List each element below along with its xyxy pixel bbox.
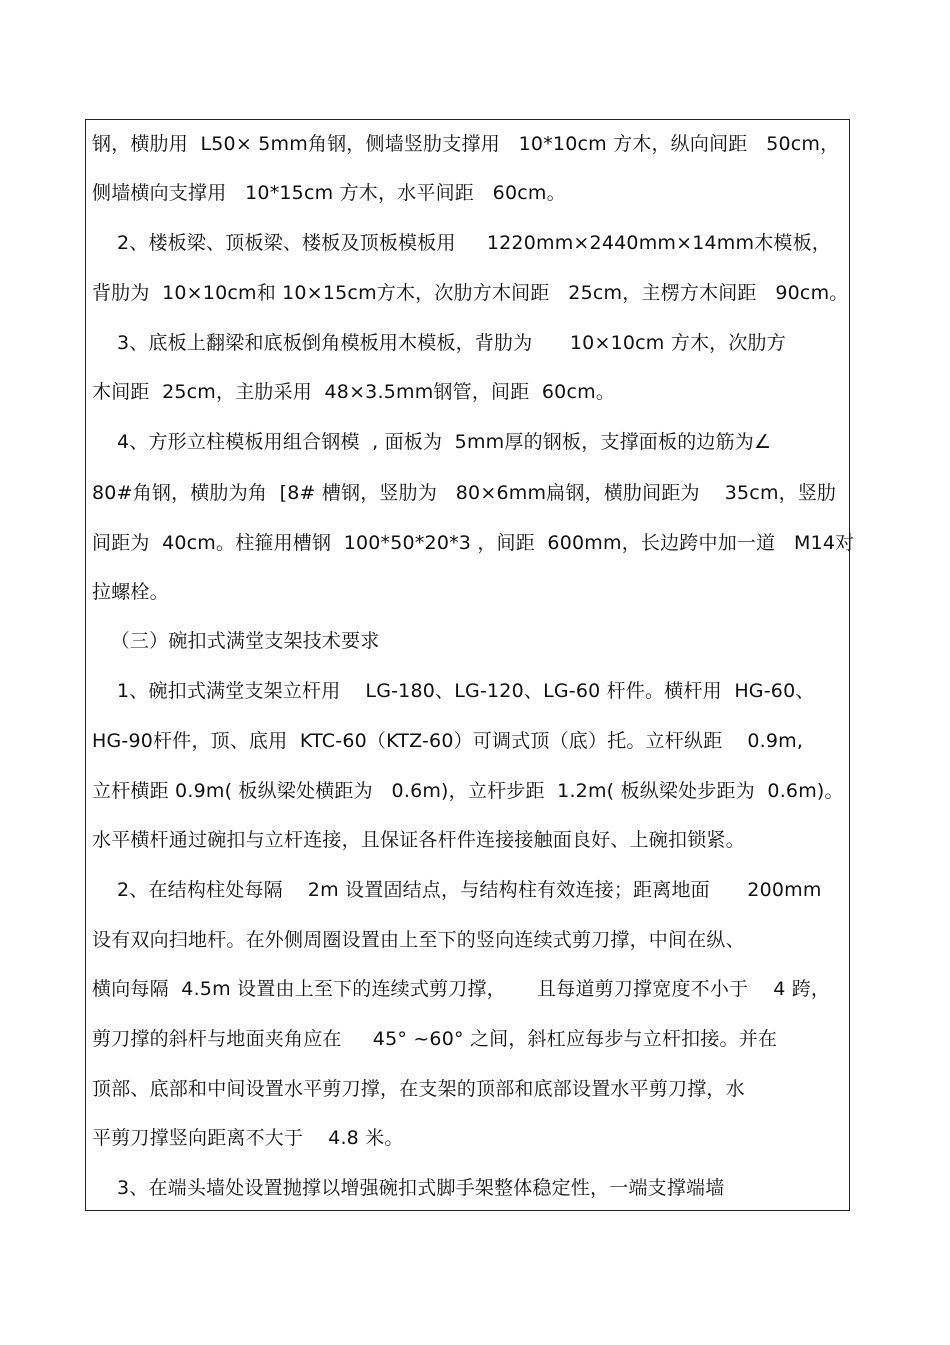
text-line: 3、底板上翻梁和底板倒角模板用木模板，背肋为 10×10cm 方木，次肋方 [92,332,786,354]
text-line: 横向每隔 4.5m 设置由上至下的连续式剪刀撑， 且每道剪刀撑宽度不小于 4 跨， [92,978,831,1000]
text-line: 3、在端头墙处设置抛撑以增强碗扣式脚手架整体稳定性，一端支撑端墙 [92,1177,725,1199]
text-line: 剪刀撑的斜杆与地面夹角应在 45° ~60° 之间，斜杠应每步与立杆扣接。并在 [92,1028,778,1050]
text-line: 顶部、底部和中间设置水平剪刀撑，在支架的顶部和底部设置水平剪刀撑，水 [92,1078,745,1100]
text-line: HG-90杆件，顶、底用 KTC-60（KTZ-60）可调式顶（底）托。立杆纵距 0.9m, [92,730,804,752]
text-line: 4、方形立柱模板用组合钢模 , 面板为 5mm厚的钢板，支撑面板的边筋为∠ [92,431,772,453]
text-line: 平剪刀撑竖向距离不大于 4.8 米。 [92,1127,404,1149]
text-line: 侧墙横向支撑用 10*15cm 方木，水平间距 60cm。 [92,182,566,204]
text-line: 立杆横距 0.9m( 板纵梁处横距为 0.6m)，立杆步距 1.2m( 板纵梁处步距为 0.6m)。 [92,780,844,802]
text-line: 2、在结构柱处每隔 2m 设置固结点，与结构柱有效连接；距离地面 200mm [92,879,822,901]
text-line: 2、楼板梁、顶板梁、楼板及顶板模板用 1220mm×2440mm×14mm木模板， [92,232,832,254]
text-line: 80#角钢，横肋为角 [8# 槽钢，竖肋为 80×6mm扁钢，横肋间距为 35cm，竖肋 [92,482,837,504]
section-heading: （三）碗扣式满堂支架技术要求 [92,630,380,652]
text-line: 木间距 25cm，主肋采用 48×3.5mm钢管，间距 60cm。 [92,381,616,403]
text-line: 背肋为 10×10cm和 10×15cm方木，次肋方木间距 25cm，主楞方木间距 90cm。 [92,282,849,304]
text-line: 拉螺栓。 [92,581,169,603]
text-line: 水平横杆通过碗扣与立杆连接，且保证各杆件连接接触面良好、上碗扣锁紧。 [92,829,745,851]
text-line: 钢，横肋用 L50× 5mm角钢，侧墙竖肋支撑用 10*10cm 方木，纵向间距 50cm， [92,133,840,155]
text-line: 设有双向扫地杆。在外侧周圈设置由上至下的竖向连续式剪刀撑，中间在纵、 [92,929,745,951]
text-line: 1、碗扣式满堂支架立杆用 LG-180、LG-120、LG-60 杆件。横杆用 HG-60、 [92,680,815,702]
text-line: 间距为 40cm。柱箍用槽钢 100*50*20*3 ，间距 600mm，长边跨中加一道 M14对 [92,532,855,554]
